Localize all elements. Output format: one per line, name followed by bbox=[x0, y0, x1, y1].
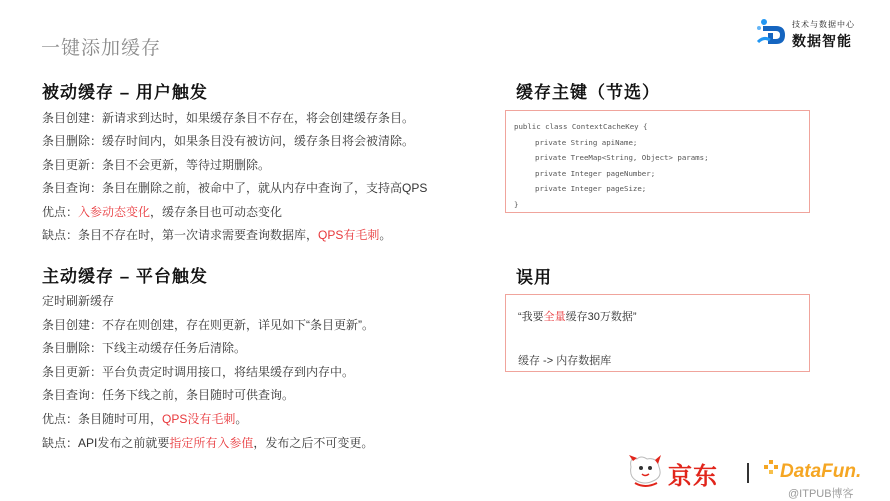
passive-line bbox=[42, 179, 427, 196]
active-line bbox=[42, 292, 114, 309]
passive-line bbox=[42, 203, 282, 220]
line-text: 优点：条目随时可用， bbox=[42, 412, 163, 426]
brand-logo-icon bbox=[754, 16, 788, 50]
footer bbox=[625, 453, 890, 501]
code-line: } bbox=[514, 199, 519, 209]
code-block bbox=[505, 110, 810, 213]
active-line bbox=[42, 434, 373, 451]
code-line: private Integer pageSize; bbox=[535, 184, 647, 194]
line-text: “我要 bbox=[518, 311, 544, 323]
highlight-text: QPS有毛刺 bbox=[318, 228, 380, 242]
misuse-heading: 误用 bbox=[516, 268, 552, 287]
datafun-logo-text: DataFun. bbox=[780, 461, 862, 482]
line-text: 缓存30万数据” bbox=[565, 311, 637, 323]
jd-brand-text: 京东 bbox=[668, 463, 718, 490]
slide-title: 一键添加缓存 bbox=[41, 38, 162, 59]
line-text: 缺点：条目不存在时，第一次请求需要查询数据库， bbox=[42, 228, 319, 242]
misuse-quote bbox=[518, 308, 637, 324]
brand-subtitle: 技术与数据中心 bbox=[792, 20, 855, 29]
code-line: private TreeMap<String, Object> params; bbox=[535, 153, 709, 163]
line-text: 条目创建：不存在则创建，存在则更新，详见如下“条目更新”。 bbox=[42, 317, 374, 332]
line-text: ，发布之后不可变更。 bbox=[253, 435, 374, 450]
code-line: public class ContextCacheKey { bbox=[514, 122, 648, 131]
highlight-text: 全量 bbox=[543, 311, 566, 323]
line-text: 缺点：API发布之前就要 bbox=[42, 435, 170, 450]
line-text: 定时刷新缓存 bbox=[42, 294, 115, 308]
line-text: 条目更新：平台负责定时调用接口，将结果缓存到内存中。 bbox=[42, 364, 355, 379]
line-text: ，缓存条目也可动态变化 bbox=[150, 204, 283, 219]
misuse-box bbox=[505, 294, 810, 372]
brand-name: 数据智能 bbox=[792, 33, 852, 49]
line-text: 条目更新：条目不会更新，等待过期删除。 bbox=[42, 157, 271, 172]
footer-divider bbox=[747, 463, 749, 483]
line-text: 条目删除：缓存时间内，如果条目没有被访问，缓存条目将会被清除。 bbox=[42, 134, 415, 149]
line-text: 。 bbox=[379, 228, 392, 242]
code-line: private Integer pageNumber; bbox=[535, 168, 656, 178]
line-text: 条目查询：条目在删除之前，被命中了，就从内存中查询了，支持高QPS bbox=[42, 181, 428, 196]
active-heading: 主动缓存 – 平台触发 bbox=[42, 267, 208, 286]
datafun-logo-icon bbox=[763, 457, 873, 487]
passive-line bbox=[42, 156, 270, 173]
cache-key-heading: 缓存主键（节选） bbox=[516, 83, 660, 102]
line-text: 条目删除：下线主动缓存任务后清除。 bbox=[42, 341, 247, 356]
brand bbox=[754, 16, 874, 52]
active-line bbox=[42, 339, 246, 356]
code-line: private String apiName; bbox=[535, 137, 638, 147]
passive-line bbox=[42, 226, 391, 243]
watermark: @ITPUB博客 bbox=[788, 488, 854, 500]
jd-mascot-icon bbox=[627, 453, 665, 489]
line-text: 。 bbox=[235, 412, 248, 426]
highlight-text: QPS没有毛刺 bbox=[162, 412, 236, 426]
passive-heading: 被动缓存 – 用户触发 bbox=[42, 83, 208, 102]
highlight-text: 入参动态变化 bbox=[78, 204, 151, 219]
line-text: 条目创建：新请求到达时，如果缓存条目不存在，将会创建缓存条目。 bbox=[42, 111, 415, 125]
highlight-text: 指定所有入参值 bbox=[169, 435, 254, 450]
active-line bbox=[42, 386, 294, 403]
line-text: 优点： bbox=[42, 204, 79, 219]
passive-line bbox=[42, 132, 414, 149]
line-text: 条目查询：任务下线之前，条目随时可供查询。 bbox=[42, 388, 295, 403]
misuse-arrow-text: 缓存 -> 内存数据库 bbox=[518, 355, 612, 367]
passive-line bbox=[42, 109, 414, 126]
active-line bbox=[42, 316, 374, 333]
active-line bbox=[42, 363, 354, 380]
active-line bbox=[42, 410, 247, 427]
